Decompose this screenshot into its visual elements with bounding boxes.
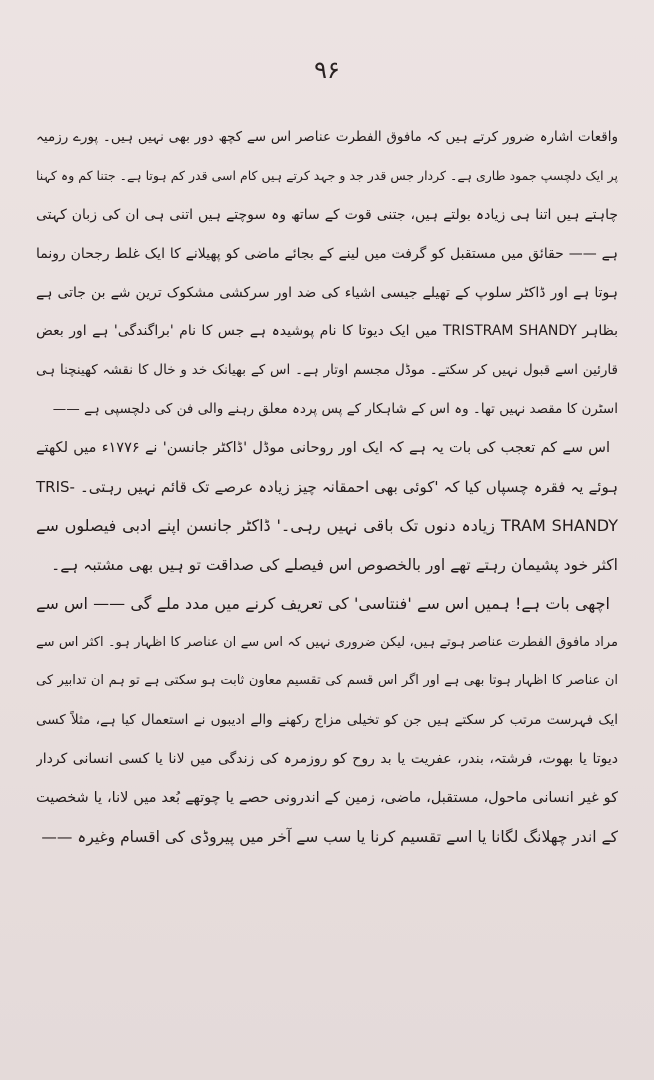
- text-line: ہوتا ہے اور ڈاکٹر سلوپ کے تھیلے جیسی اشیاء کی ضد اور سرکشی مشکوک ترین شے بن جاتی ہے: [36, 284, 618, 301]
- text-line: واقعات اشارہ ضرور کرتے ہیں کہ مافوق الفطرت عناصر اس سے کچھ دور بھی نہیں ہیں۔ پورے رزمیہ: [36, 129, 618, 145]
- text-line: ایک فہرست مرتب کر سکتے ہیں جن کو تخیلی مزاج رکھنے والے ادیبوں نے استعمال کیا ہے، مثلاً کسی: [36, 712, 618, 729]
- text-line: اسٹرن کا مقصد نہیں تھا۔ وہ اس کے شاہکار کے پس پردہ معلق رہنے والی فن کی دلچسپی ہے ——: [52, 401, 618, 418]
- text-line: کو غیر انسانی ماحول، مستقبل، ماضی، زمین کے اندرونی حصے یا چوتھے بُعد میں لانا، یا شخصیت: [36, 790, 618, 807]
- text-line: پر ایک دلچسپ جمود طاری ہے۔ کردار جس قدر جد و جہد کرتے ہیں کام اسی قدر کم ہوتا ہے۔ جتنا کم وہ کہنا: [36, 167, 618, 183]
- text-line: بظاہر TRISTRAM SHANDY میں ایک دیوتا کا نام پوشیدہ ہے جس کا نام 'براگندگی' ہے اور بعض: [36, 323, 618, 340]
- text-line: ہوئے یہ فقرہ چسپاں کیا کہ 'کوئی بھی احمقانہ چیز زیادہ عرصے تک قائم نہیں رہتی۔ -TRIS: [36, 478, 618, 497]
- text-line: اس سے کم تعجب کی بات یہ ہے کہ ایک اور روحانی موڈل 'ڈاکٹر جانسن' نے ۱۷۷۶ء میں لکھتے: [36, 440, 610, 457]
- text-line: کے اندر چھلانگ لگانا یا اسے تقسیم کرنا یا سب سے آخر میں پیروڈی کی اقسام وغیرہ ——: [41, 828, 618, 847]
- text-line: دیوتا یا بھوت، فرشتہ، بندر، عفریت یا بد روح کو روزمرہ کی زندگی میں لانا یا کسی انسانی کردار: [36, 751, 618, 768]
- text-line: اچھی بات ہے! ہمیں اس سے 'فنتاسی' کی تعریف کرنے میں مدد ملے گی —— اس سے: [36, 593, 610, 613]
- page-number: ۹۶: [314, 56, 340, 84]
- text-line: مراد مافوق الفطرت عناصر ہوتے ہیں، لیکن ضروری نہیں کہ اس سے ان عناصر کا اظہار ہو۔ اکثر اس سے: [36, 634, 618, 650]
- text-line: قارئین اسے قبول نہیں کر سکتے۔ موڈل مجسم اوتار ہے۔ اس کے بھیانک خد و خال کا نقشہ کھینچنا ہی: [36, 362, 618, 379]
- text-line: TRAM SHANDY زیادہ دنوں تک باقی نہیں رہی۔' ڈاکٹر جانسن اپنے ادبی فیصلوں سے: [36, 515, 618, 535]
- text-line: ان عناصر کا اظہار ہوتا بھی ہے اور اگر اس قسم کی تقسیم معاون ثابت ہو سکتی ہے تو ہم ان تدابیر کی: [36, 673, 618, 689]
- text-line: چاہتے ہیں اتنا ہی زیادہ بولتے ہیں، جتنی قوت کے ساتھ وہ سوچتے ہیں اتنی ہی ان کی زبان کہتی: [36, 206, 618, 223]
- body-text: [36, 118, 618, 857]
- text-line: اکثر خود پشیمان رہتے تھے اور بالخصوص اس فیصلے کی صداقت تو ہیں بھی مشتبہ ہے۔: [51, 555, 618, 574]
- text-line: ہے —— حقائق میں مستقبل کو گرفت میں لینے کے بجائے ماضی کو پھیلانے کا ایک غلط رجحان رونما: [36, 245, 618, 262]
